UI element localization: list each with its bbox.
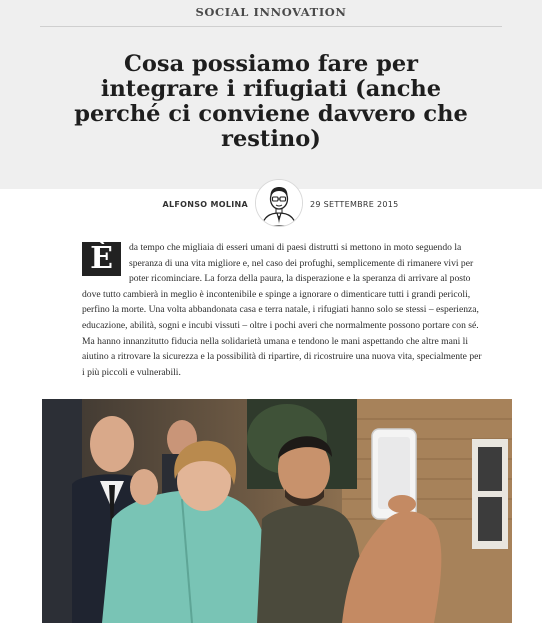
author-portrait-icon bbox=[256, 180, 302, 226]
drop-cap: È bbox=[82, 242, 121, 276]
article-body bbox=[82, 240, 482, 380]
section-divider bbox=[40, 26, 502, 27]
article-header bbox=[0, 0, 542, 189]
article-body-text: da tempo che migliaia di esseri umani di paesi distrutti si mettono in moto seguendo la speranza di una vita migliore e, nel caso dei profughi, semplicemente di rimanere vivi per poter ricominciare. La forza della paura, la disperazione e la speranza di arrivare al posto dove tutto cambierà in meglio è incontenibile e spinge a ignorare o dimenticare tutti i grandi pericoli, perfino la morte. Una volta abbandonata casa e terra natale, i rifugiati hanno solo se stessi – esperienza, educazione, abilità, sogni e incubi vissuti – oltre i pochi averi che normalmente possono portare con sé. Ma hanno innanzitutto fiducia nella solidarietà umana e tendono le mani aspettando che altre mani li aiutino a ritrovare la sicurezza e la possibilità di ripartire, di ricostruire una nuova vita, specialmente per i più piccoli e vulnerabili. bbox=[82, 242, 482, 378]
article-photo[interactable] bbox=[42, 399, 512, 623]
publish-date: 29 SETTEMBRE 2015 bbox=[310, 200, 399, 209]
article-title: Cosa possiamo fare per integrare i rifugiati (anche perché ci conviene davvero che restino) bbox=[74, 51, 468, 152]
selfie-photo-illustration bbox=[42, 399, 512, 623]
author-name[interactable]: ALFONSO MOLINA bbox=[162, 200, 248, 209]
author-avatar[interactable] bbox=[255, 179, 303, 227]
section-label[interactable]: SOCIAL INNOVATION bbox=[195, 5, 347, 19]
byline bbox=[0, 175, 542, 229]
